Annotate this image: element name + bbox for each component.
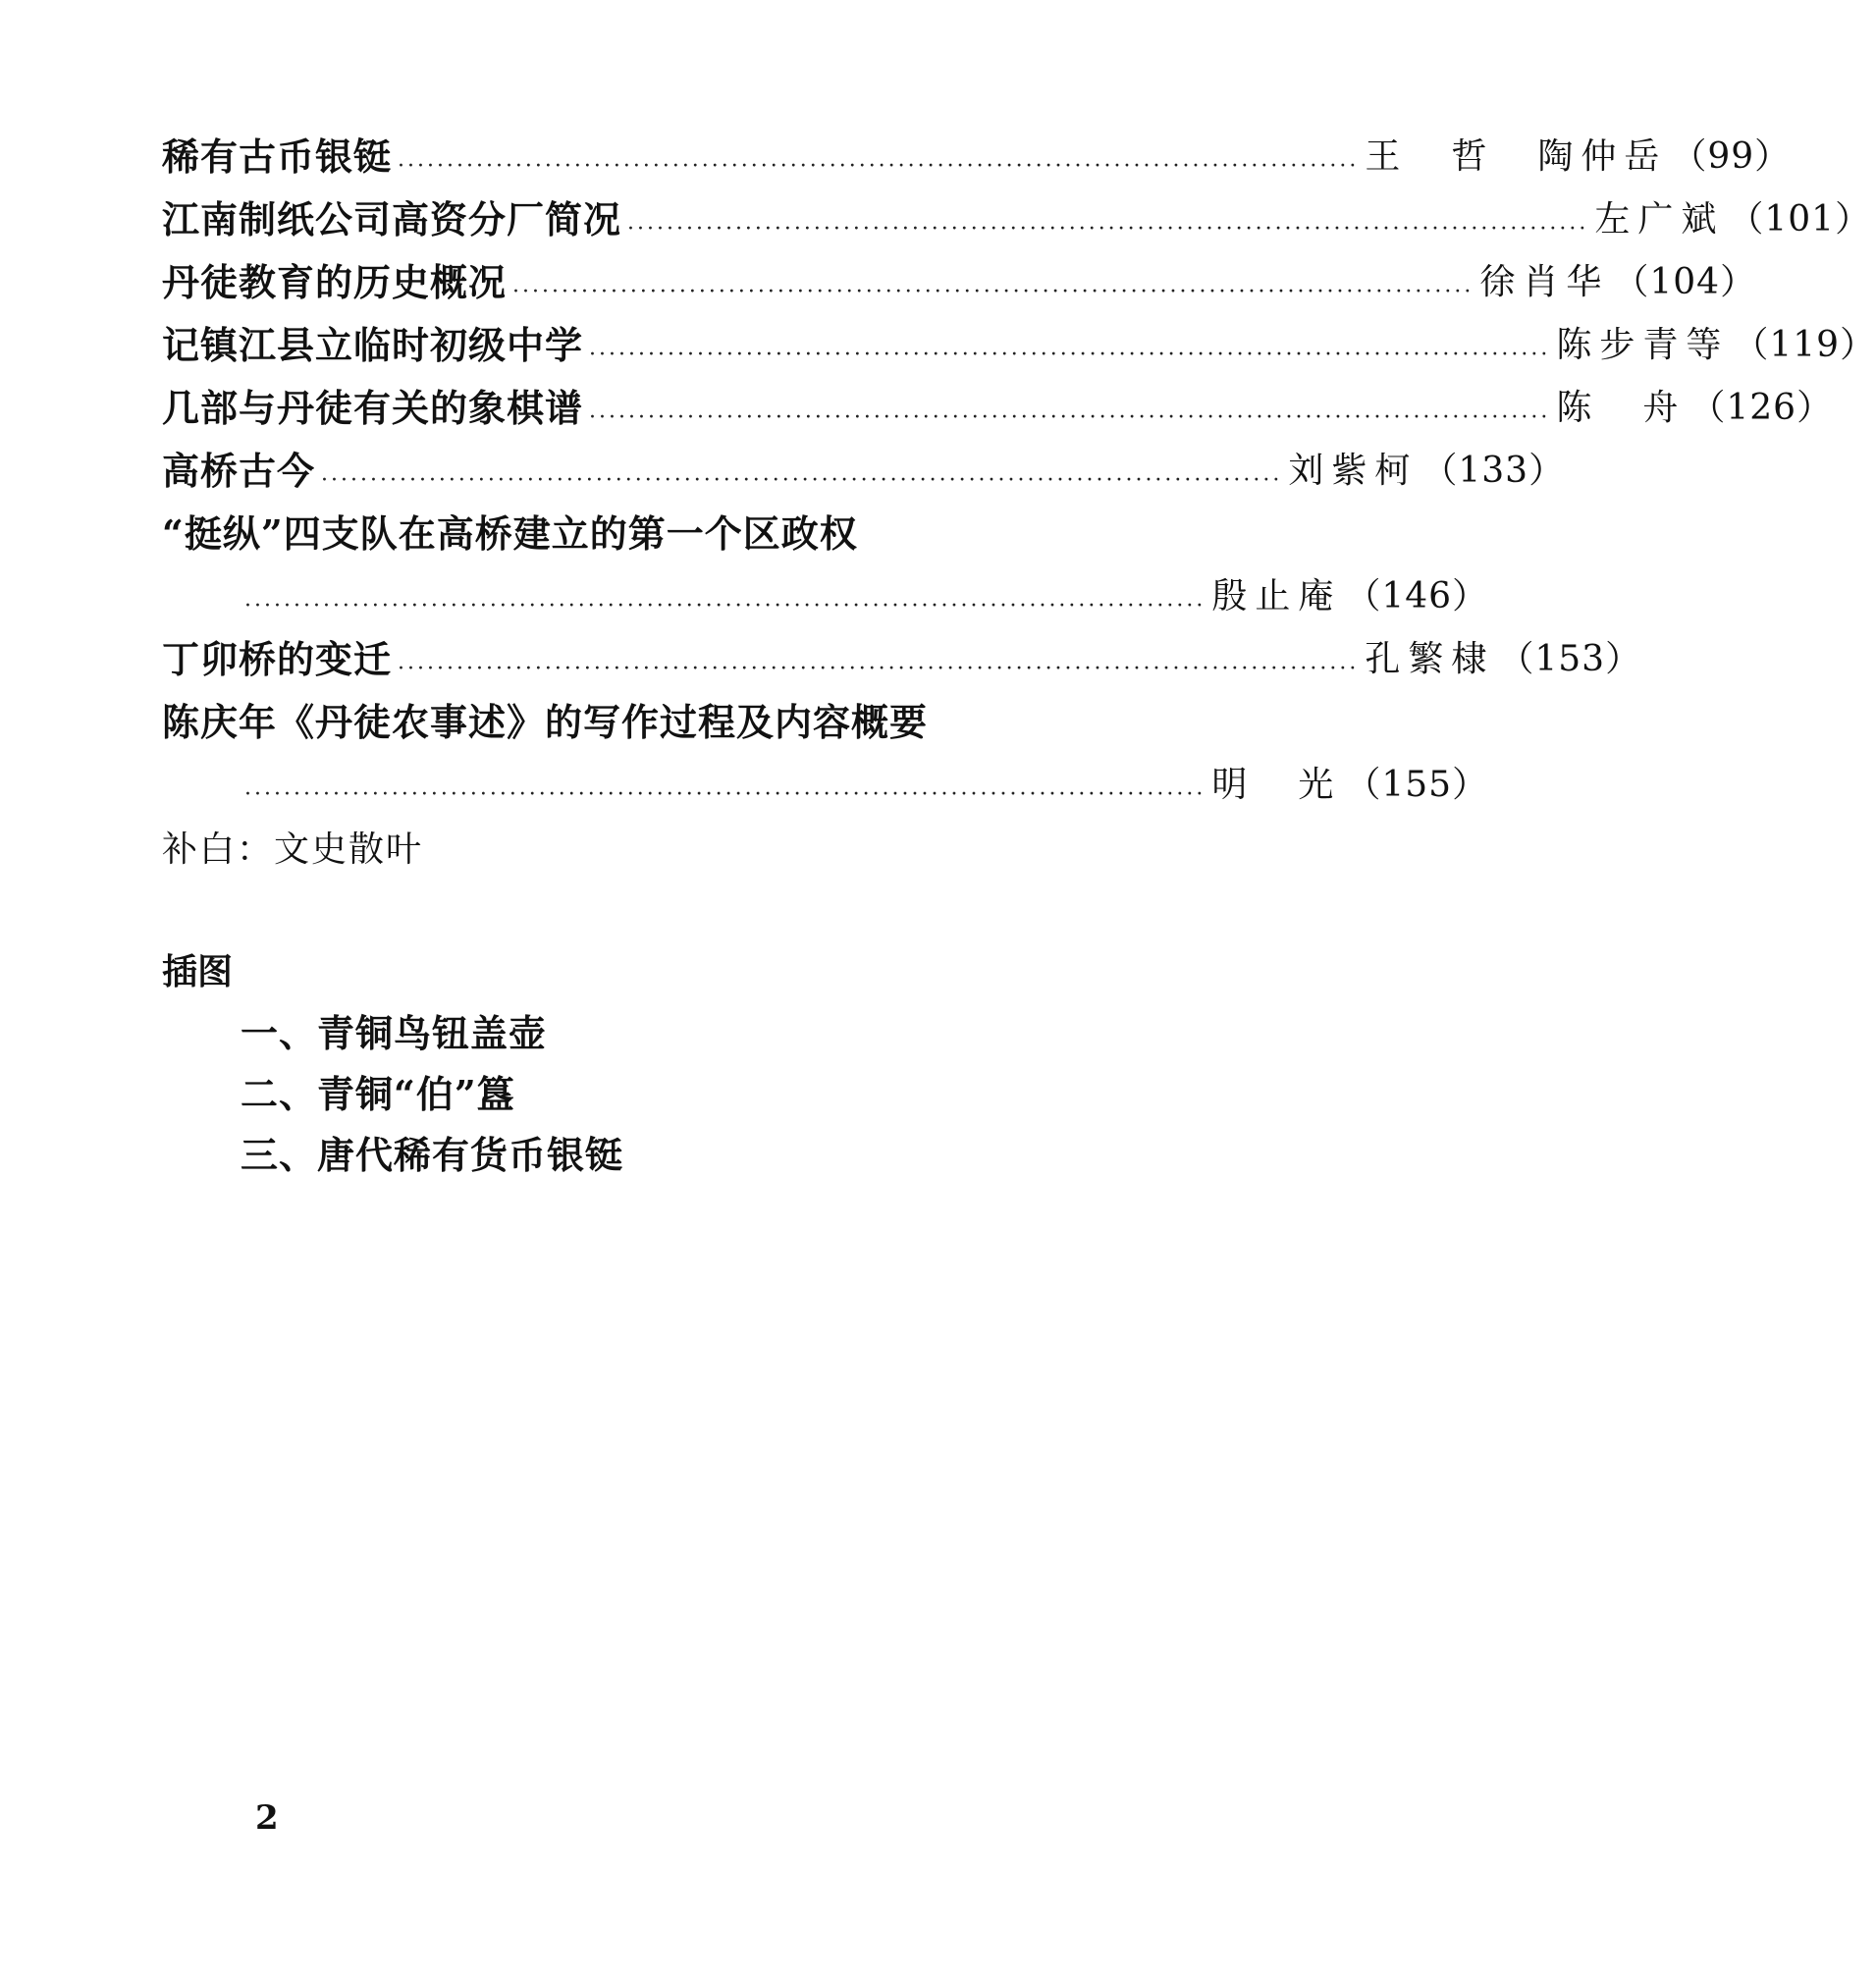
illustrations-heading: 插图 xyxy=(162,951,234,992)
entry-author: 陈步青等 xyxy=(1556,325,1730,365)
entry-page: （101） xyxy=(1728,199,1872,240)
entry-title: 高桥古今 xyxy=(162,449,316,493)
illustration-item: 三、唐代稀有货币银铤 xyxy=(241,1133,624,1177)
toc-entry xyxy=(162,377,1834,440)
entry-title: 稀有古币银铤 xyxy=(162,134,393,179)
entry-page: （133） xyxy=(1421,451,1566,491)
illustration-item: 二、青铜“伯”簋 xyxy=(241,1072,515,1116)
entry-page: （153） xyxy=(1498,639,1642,679)
dot-leader: ·································································································· xyxy=(321,468,1283,493)
toc-entry xyxy=(162,691,1489,817)
dot-leader: ·································································································· xyxy=(589,343,1551,367)
entry-title: 丁卯桥的变迁 xyxy=(162,637,393,681)
entry-title: 几部与丹徒有关的象棋谱 xyxy=(162,386,584,430)
toc-entry xyxy=(162,314,1876,377)
entry-title: 记镇江县立临时初级中学 xyxy=(162,323,584,367)
entry-author: 陈 舟 xyxy=(1556,388,1687,428)
entry-author: 左广斌 xyxy=(1594,199,1725,240)
dot-leader: ·································································································· xyxy=(244,594,1206,618)
toc-entry xyxy=(162,440,1566,503)
entry-title: “挺纵”四支队在高桥建立的第一个区政权 xyxy=(162,511,858,556)
entry-author: 徐肖华 xyxy=(1479,262,1610,302)
illustration-item: 一、青铜鸟钮盖壶 xyxy=(241,1011,548,1055)
dot-leader: ·································································································· xyxy=(244,782,1206,807)
entry-title: 丹徒教育的历史概况 xyxy=(162,260,508,304)
entry-author: 明 光 xyxy=(1211,765,1342,805)
entry-author: 殷止庵 xyxy=(1211,576,1342,616)
entry-page: （155） xyxy=(1345,765,1489,805)
entry-page: （99） xyxy=(1671,136,1792,177)
entry-author: 王 哲 陶仲岳 xyxy=(1365,136,1668,177)
dot-leader: ·································································································· xyxy=(398,154,1360,179)
dot-leader: ·································································································· xyxy=(398,657,1360,681)
toc-entry xyxy=(162,251,1757,314)
toc-entry xyxy=(162,188,1872,251)
toc-entry xyxy=(162,628,1642,691)
dot-leader: ·································································································· xyxy=(512,280,1474,304)
dot-leader: ·································································································· xyxy=(627,217,1589,241)
table-of-contents xyxy=(162,126,1876,1186)
toc-entry xyxy=(162,503,1489,628)
entry-page: （146） xyxy=(1345,576,1489,616)
entry-author: 刘紫柯 xyxy=(1288,451,1419,491)
dot-leader: ·································································································· xyxy=(589,405,1551,430)
entry-title: 陈庆年《丹徒农事述》的写作过程及内容概要 xyxy=(162,700,929,744)
entry-page: （119） xyxy=(1733,325,1876,365)
toc-entry xyxy=(162,126,1792,188)
entry-page: （104） xyxy=(1613,262,1757,302)
entry-page: （126） xyxy=(1689,388,1834,428)
page-number: 2 xyxy=(255,1798,279,1838)
entry-title: 江南制纸公司高资分厂简况 xyxy=(162,197,622,241)
supplement-note: 补白：文史散叶 xyxy=(162,829,424,870)
entry-author: 孔繁棣 xyxy=(1365,639,1495,679)
